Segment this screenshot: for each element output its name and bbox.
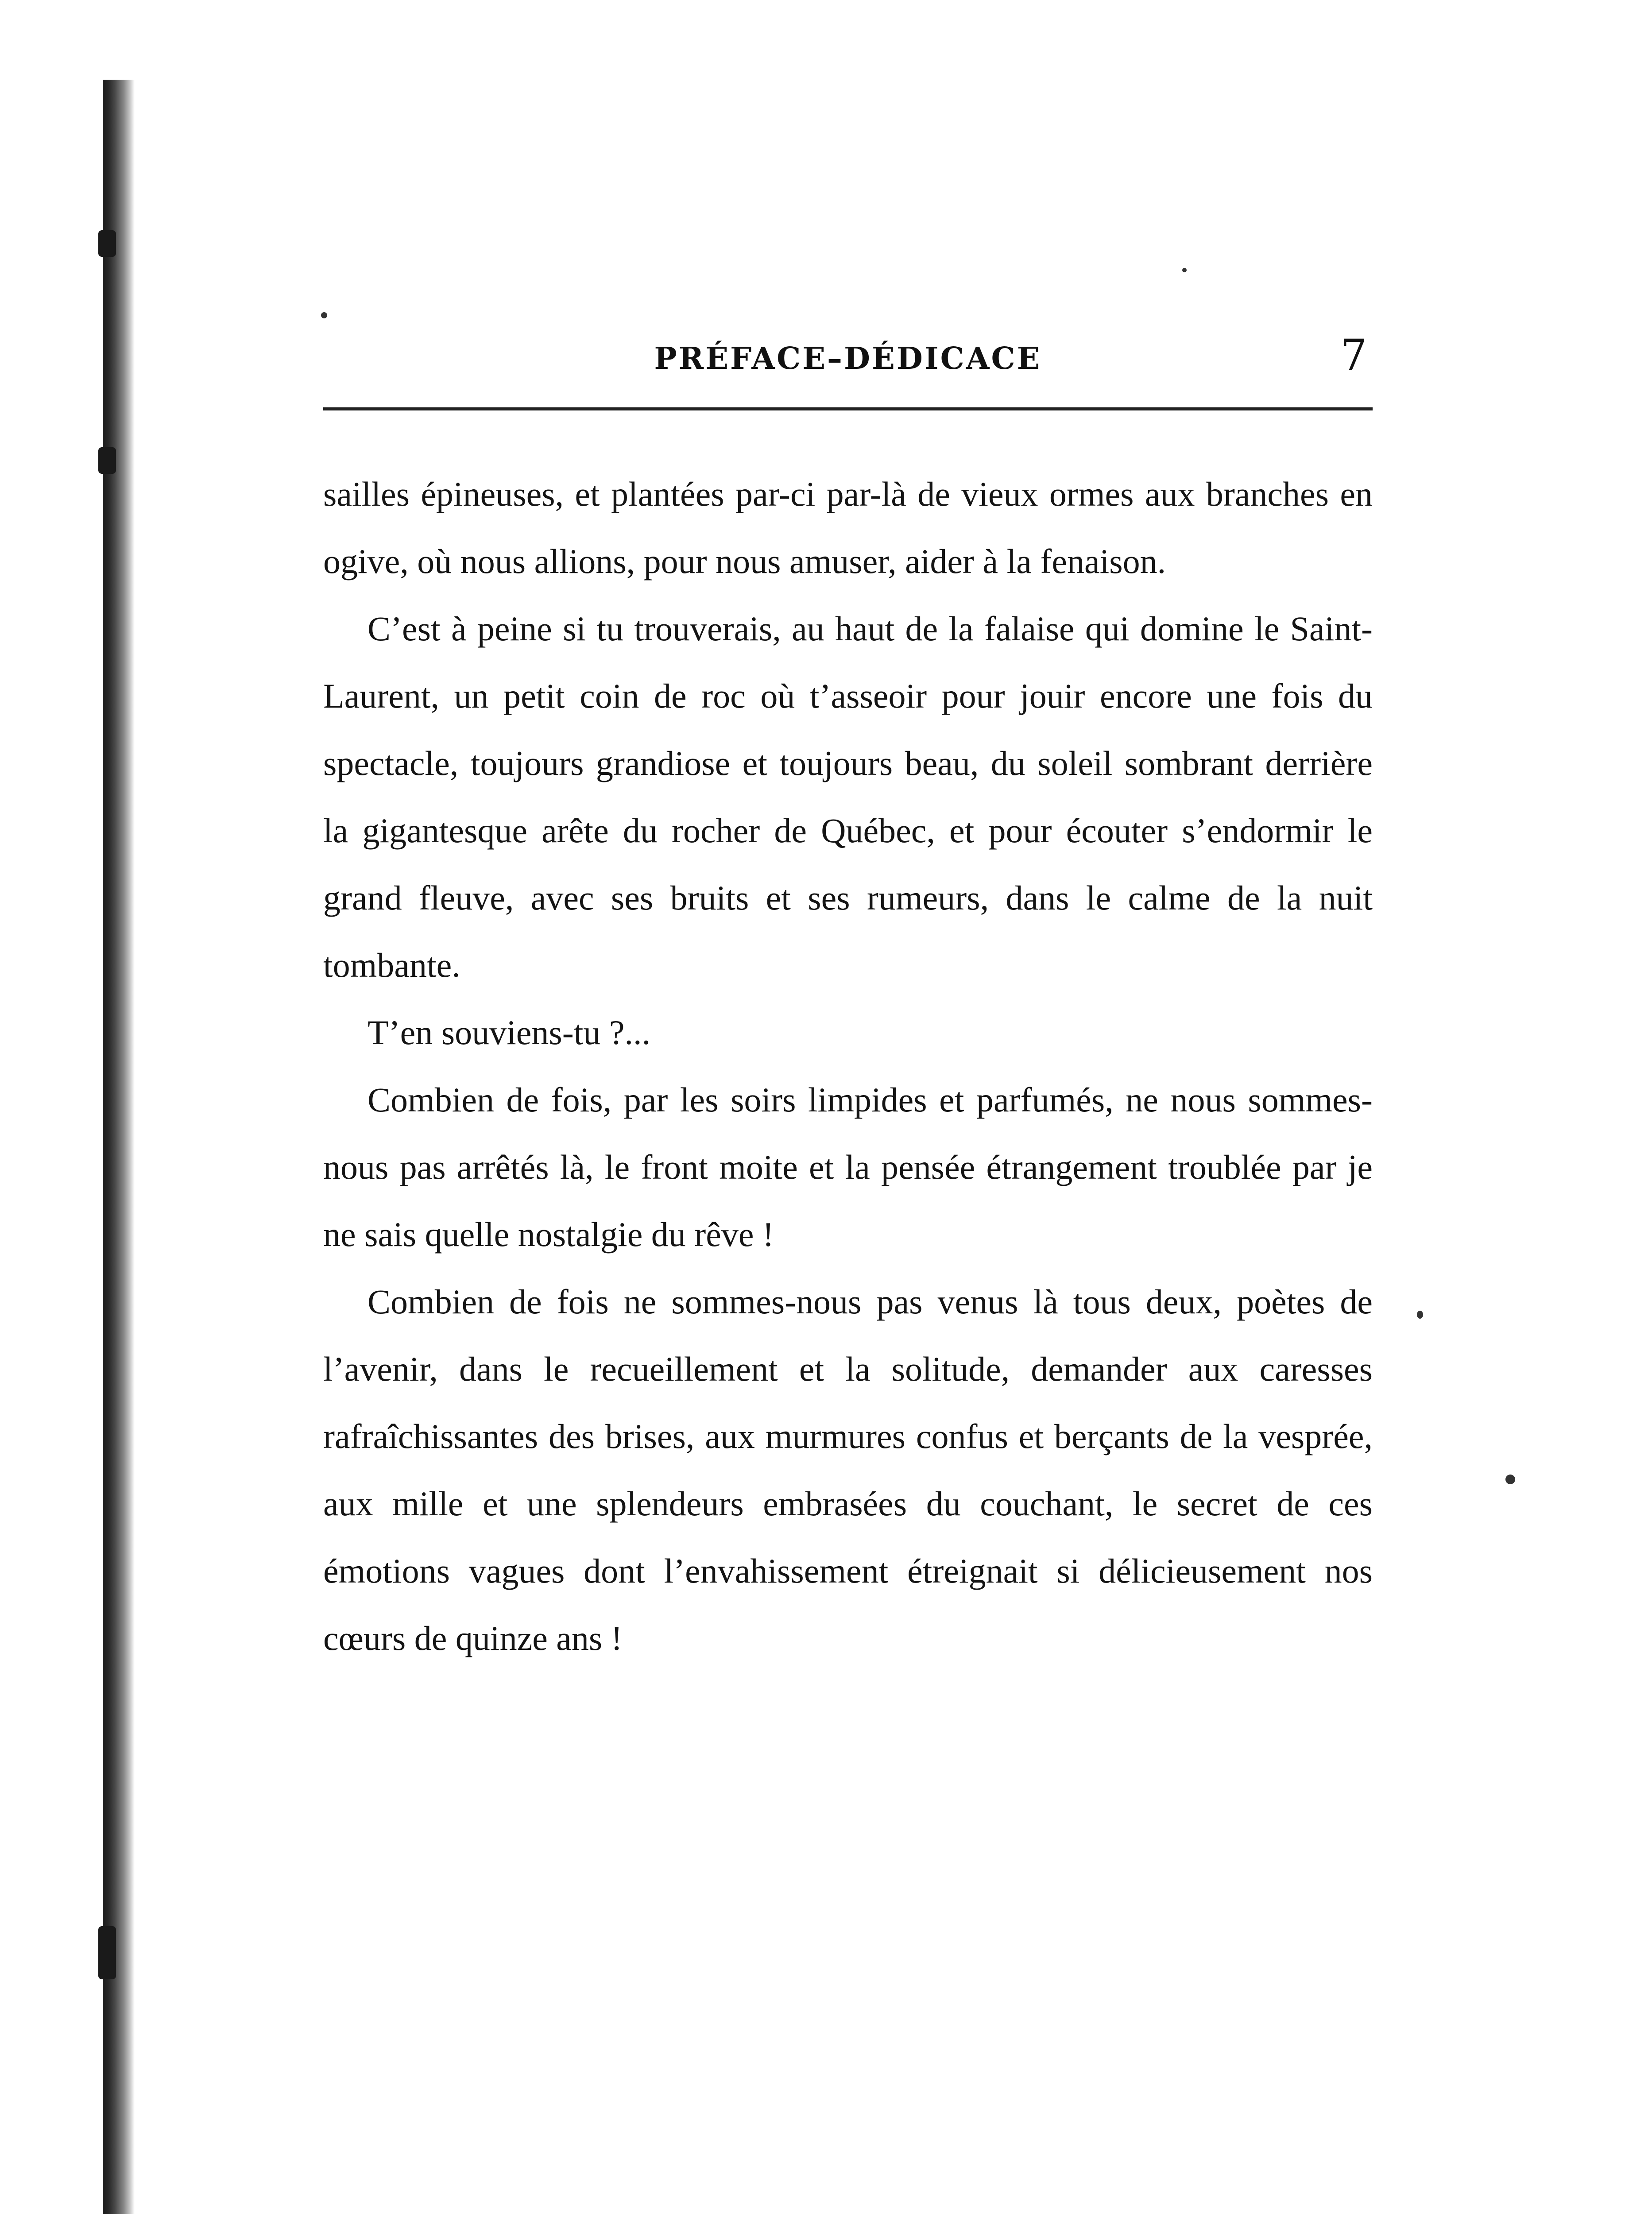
paragraph-2: C’est à peine si tu trouverais, au haut de la falaise qui domine le Saint-Laurent, un petit coin de roc où t’asseoir pour jouir encore une fois du spectacle, toujours grandiose et toujours beau, du soleil sombrant derrière la gigantesque arête du rocher de Québec, et pour écouter s’endormir le grand fleuve, avec ses bruits et ses rumeurs, dans le calme de la nuit tombante.	[323, 609, 1373, 984]
paragraph-1: sailles épineuses, et plantées par-ci par-là de vieux ormes aux branches en ogive, où nous allions, pour nous amuser, aider à la fenaison.	[323, 475, 1373, 581]
binding-notch	[98, 447, 116, 474]
paragraph-5: Combien de fois ne sommes-nous pas venus là tous deux, poètes de l’avenir, dans le recueillement et la solitude, demander aux caresses rafraîchissantes des brises, aux murmures confus et berçants de la vesprée, aux mille et une splendeurs embrasées du couchant, le secret de ces émotions vagues dont l’envahissement étreignait si délicieusement nos cœurs de quinze ans !	[323, 1282, 1373, 1657]
ink-speck	[1505, 1475, 1515, 1484]
paragraph-3: T’en souviens-tu ?...	[368, 1013, 651, 1052]
ink-speck	[321, 312, 327, 318]
binding-edge	[103, 80, 135, 2214]
running-title: PRÉFACE–DÉDICACE	[654, 341, 1042, 376]
page-header	[323, 328, 1373, 394]
ink-speck	[1417, 1311, 1423, 1319]
page-number: 7	[1340, 330, 1367, 380]
binding-notch	[98, 230, 116, 257]
header-rule	[323, 407, 1373, 410]
binding-notch	[98, 1926, 116, 1979]
paragraph-4: Combien de fois, par les soirs limpides et parfumés, ne nous sommes-nous pas arrêtés là, le front moite et la pensée étrangement troublée par je ne sais quelle nostalgie du rêve !	[323, 1080, 1373, 1254]
ink-speck	[1182, 268, 1187, 272]
body-text	[323, 461, 1373, 1672]
